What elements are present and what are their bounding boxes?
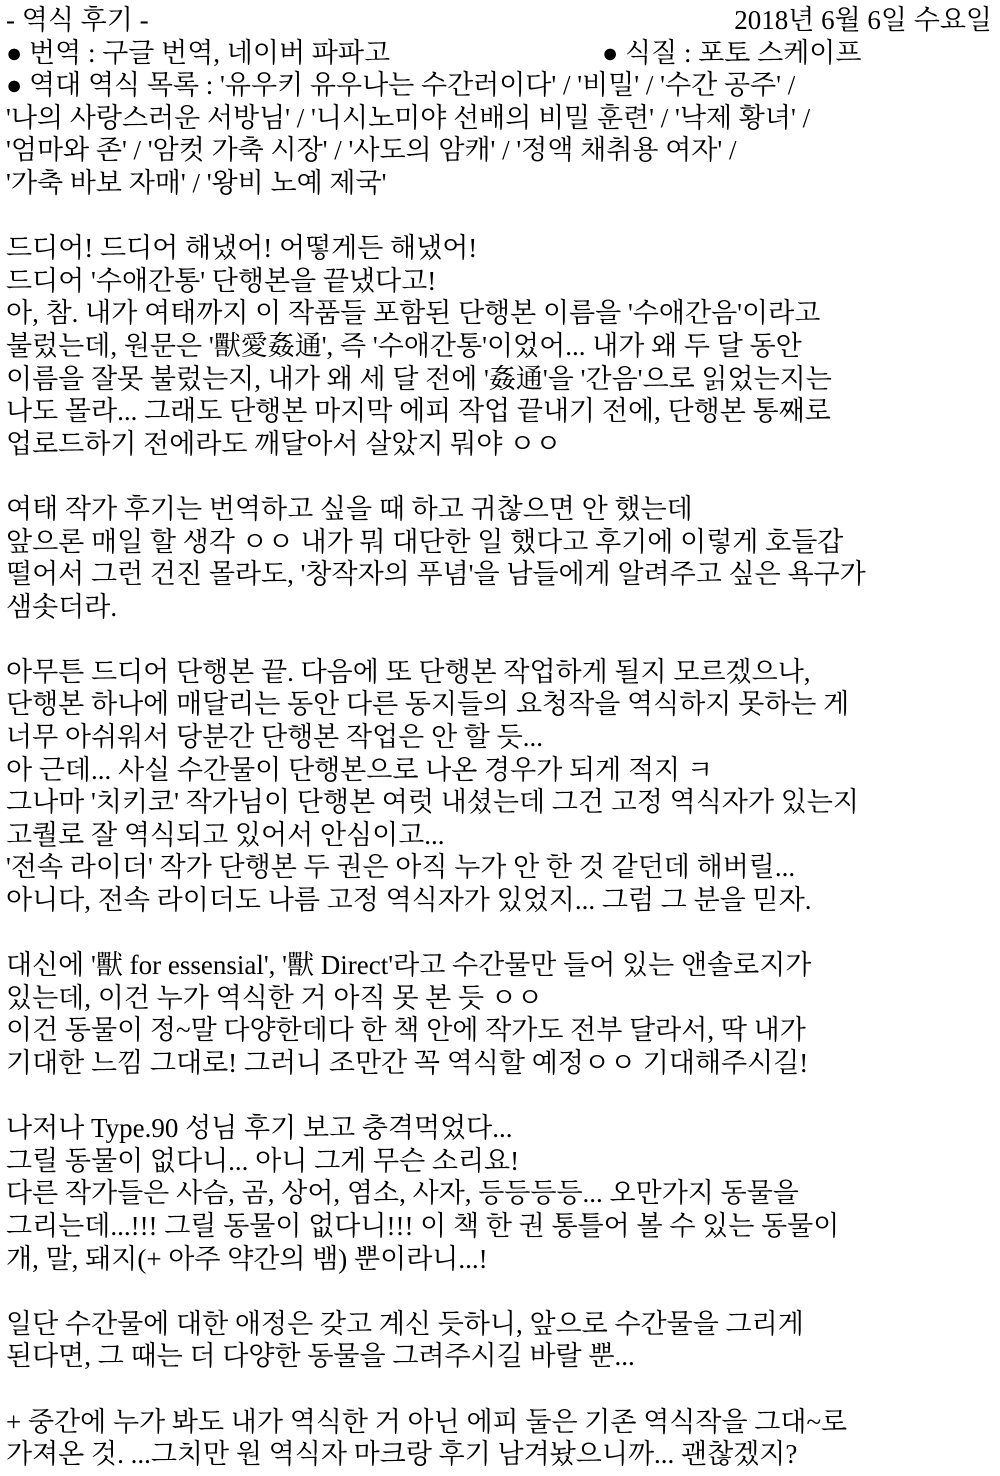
text-line: '전속 라이더' 작가 단행본 두 권은 아직 누가 안 한 것 같던데 해버릴... [6, 852, 796, 883]
text-line: + 중간에 누가 봐도 내가 역식한 거 아닌 에피 둘은 기존 역식작을 그대~로 [6, 1406, 848, 1437]
text-line: 고퀄로 잘 역식되고 있어서 안심이고... [6, 819, 445, 850]
translation-credit: ● 번역 : 구글 번역, 네이버 파파고 [6, 37, 391, 68]
text-line: 아무튼 드디어 단행본 끝. 다음에 또 단행본 작업하게 될지 모르겠으나, [6, 656, 811, 687]
text-line: 있는데, 이건 누가 역식한 거 아직 못 본 듯 ㅇㅇ [6, 982, 543, 1013]
text-line: 아, 참. 내가 여태까지 이 작품들 포함된 단행본 이름을 '수애간음'이라고 [6, 298, 821, 329]
text-line: 그나마 '치키코' 작가님이 단행본 여럿 내셨는데 그건 고정 역식자가 있는지 [6, 787, 859, 818]
text-line: 이름을 잘못 불렀는지, 내가 왜 세 달 전에 '姦通'을 '간음'으로 읽었는지는 [6, 363, 832, 394]
text-line: 그릴 동물이 없다니... 아니 그게 무슨 소리요! [6, 1145, 520, 1176]
blank-line [6, 1373, 1000, 1406]
header-row [6, 4, 1000, 37]
text-line: 기대한 느낌 그대로! 그러니 조만간 꼭 역식할 예정ㅇㅇ 기대해주시길! [6, 1048, 809, 1078]
text-line: 여태 작가 후기는 번역하고 싶을 때 하고 귀찮으면 안 했는데 [6, 493, 693, 524]
text-line: 된다면, 그 때는 더 다양한 동물을 그려주시길 바랄 뿐... [6, 1341, 635, 1372]
blank-line [6, 460, 1000, 493]
text-line: 단행본 하나에 매달리는 동안 다른 동지들의 요청작을 역식하지 못하는 게 [6, 689, 850, 720]
text-line: 가져온 것. ...그치만 원 역식자 마크랑 후기 남겨놨으니까... 괜찮겠지? [6, 1439, 798, 1470]
text-line: 다른 작가들은 사슴, 곰, 상어, 염소, 사자, 등등등등... 오만가지 동물을 [6, 1178, 799, 1209]
text-line: 그리는데...!!! 그릴 동물이 없다니!!! 이 책 한 권 통틀어 볼 수 있는 동물이 [6, 1210, 840, 1241]
text-line: 이건 동물이 정~말 다양한데다 한 책 안에 작가도 전부 달라서, 딱 내가 [6, 1015, 806, 1046]
text-line: 드디어 '수애간통' 단행본을 끝냈다고! [6, 265, 437, 296]
blank-line [6, 200, 1000, 233]
text-line: 나도 몰라... 그래도 단행본 마지막 에피 작업 끝내기 전에, 단행본 통째로 [6, 396, 831, 427]
text-line: ● 역대 역식 목록 : '유우키 유우나는 수간러이다' / '비밀' / '수간 공주' / [6, 70, 796, 101]
text-line: 떨어서 그런 건진 몰라도, '창작자의 푸념'을 남들에게 알려주고 싶은 욕구가 [6, 559, 866, 590]
text-line: 아 근데... 사실 수간물이 단행본으로 나온 경우가 되게 적지 ㅋ [6, 754, 713, 785]
text-line: 아니다, 전속 라이더도 나름 고정 역식자가 있었지... 그럼 그 분을 믿자. [6, 885, 812, 916]
typesetting-credit: ● 식질 : 포토 스케이프 [602, 37, 862, 68]
text-line: 너무 아쉬워서 당분간 단행본 작업은 안 할 듯... [6, 722, 543, 753]
blank-line [6, 1275, 1000, 1308]
blank-line [6, 1080, 1000, 1113]
blank-line [6, 623, 1000, 656]
text-line: 앞으론 매일 할 생각 ㅇㅇ 내가 뭐 대단한 일 했다고 후기에 이렇게 호들갑 [6, 526, 844, 557]
text-line: 샘솟더라. [6, 591, 118, 622]
page-date: 2018년 6월 6일 수요일 [734, 5, 992, 35]
text-line: 일단 수간물에 대한 애정은 갖고 계신 듯하니, 앞으로 수간물을 그리게 [6, 1308, 804, 1339]
text-line: 대신에 '獸 for essensial', '獸 Direct'라고 수간물만 들어 있는 앤솔로지가 [6, 950, 812, 981]
text-line: 불렀는데, 원문은 '獸愛姦通', 즉 '수애간통'이었어... 내가 왜 두 달 동안 [6, 330, 802, 361]
text-line: '나의 사랑스러운 서방님' / '니시노미야 선배의 비밀 훈련' / '낙제 황녀' / [6, 102, 811, 133]
text-line: '가축 바보 자매' / '왕비 노예 제국' [6, 167, 387, 198]
text-line: '엄마와 존' / '암컷 가축 시장' / '사도의 암캐' / '정액 채취용 여자' / [6, 135, 737, 166]
text-line: 개, 말, 돼지(+ 아주 약간의 뱀) 뿐이라니...! [6, 1243, 488, 1274]
text-line: 드디어! 드디어 해냈어! 어떻게든 해냈어! [6, 233, 478, 264]
credits-row [6, 37, 1000, 70]
page-title: - 역식 후기 - [6, 5, 149, 35]
blank-line [6, 917, 1000, 950]
text-line: 업로드하기 전에라도 깨달아서 살았지 뭐야 ㅇㅇ [6, 428, 562, 459]
text-line: 나저나 Type.90 성님 후기 보고 충격먹었다... [6, 1113, 513, 1144]
